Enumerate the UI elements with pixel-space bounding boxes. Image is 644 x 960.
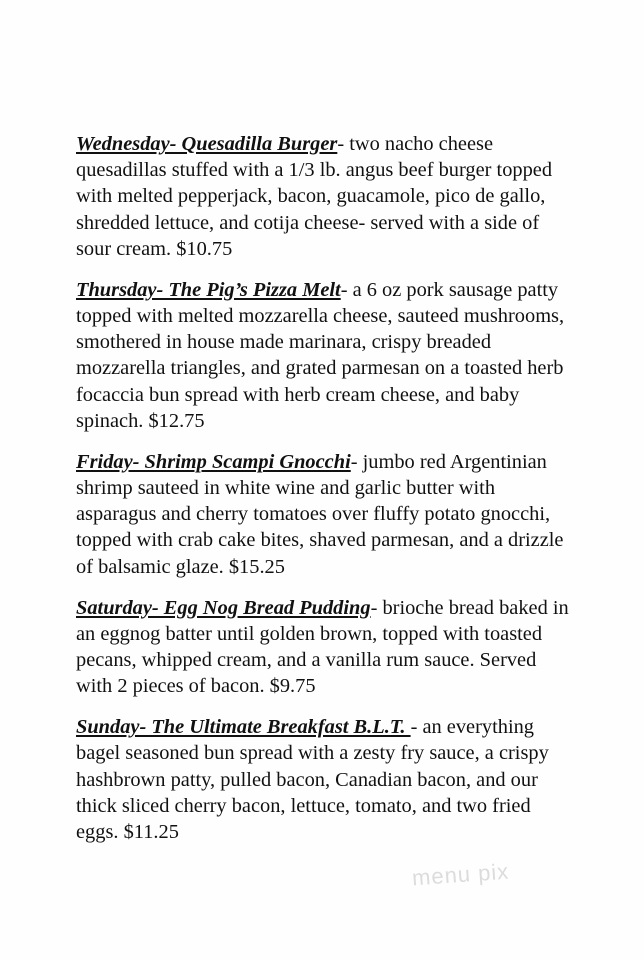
menu-item-description: - an everything bagel seasoned bun spread with a zesty fry sauce, a crispy hashbrown patty, pulled bacon, Canadian bacon, and our thick sliced cherry bacon, lettuce, tomato, and two fried eggs. $11.25 bbox=[76, 716, 549, 844]
menu-item-description: - a 6 oz pork sausage patty topped with melted mozzarella cheese, sauteed mushrooms, smothered in house made marinara, crispy breaded mozzarella triangles, and grated parmesan on a toasted herb focaccia bun spread with herb cream cheese, and baby spinach. $12.75 bbox=[76, 278, 565, 432]
menu-item-saturday bbox=[76, 595, 576, 700]
menu-item-title: Sunday- The Ultimate Breakfast B.L.T. bbox=[76, 716, 411, 739]
menu-item-title: Wednesday- Quesadilla Burger bbox=[76, 133, 338, 155]
menu-item-thursday bbox=[76, 277, 576, 434]
watermark-logo: menu pix bbox=[411, 858, 510, 891]
menu-item-title: Saturday- Egg Nog Bread Pudding bbox=[76, 596, 371, 619]
menu-item-sunday bbox=[76, 714, 576, 845]
daily-specials-list bbox=[76, 131, 576, 860]
menu-item-friday bbox=[76, 449, 576, 580]
menu-item-description: - jumbo red Argentinian shrimp sauteed in white wine and garlic butter with asparagus and cherry tomatoes over fluffy potato gnocchi, topped with crab cake bites, shaved parmesan, and a drizzle of balsamic glaze. $15.25 bbox=[76, 450, 564, 578]
menu-item-wednesday bbox=[76, 131, 576, 262]
menu-item-title: Friday- Shrimp Scampi Gnocchi bbox=[76, 450, 351, 473]
menu-item-description: - two nacho cheese quesadillas stuffed with a 1/3 lb. angus beef burger topped with melted pepperjack, bacon, guacamole, pico de gallo, shredded lettuce, and cotija cheese- served with a side of sour cream. $10.75 bbox=[76, 133, 553, 260]
menu-item-title: Thursday- The Pig’s Pizza Melt bbox=[76, 278, 341, 301]
menu-item-description: - brioche bread baked in an eggnog batter until golden brown, topped with toasted pecans, whipped cream, and a vanilla rum sauce. Served with 2 pieces of bacon. $9.75 bbox=[76, 596, 569, 698]
